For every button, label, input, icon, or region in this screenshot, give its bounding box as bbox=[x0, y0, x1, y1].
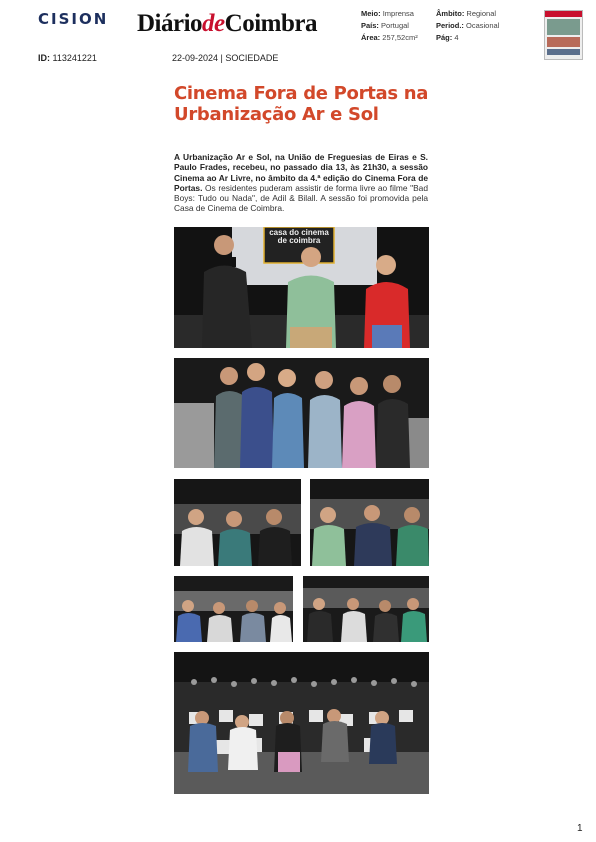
meta-right: Âmbito: Regional Period.: Ocasional Pág: 4 bbox=[436, 9, 500, 42]
article-title: Cinema Fora de Portas na Urbanização Ar e Sol bbox=[174, 83, 429, 125]
photo-audience-2 bbox=[310, 479, 429, 566]
photo-audience-3 bbox=[174, 576, 293, 642]
cision-logo: CISION bbox=[38, 10, 109, 28]
photo-presenters bbox=[174, 227, 429, 348]
lead-bold: A Urbanização Ar e Sol, na União de Freguesias de Eiras e S. Paulo Frades, recebeu, no passado dia 13, às 21h30, a sessão Cinema ao Ar Livre, no âmbito da 4.ª edição do Cinema Fora de Portas. bbox=[174, 152, 428, 193]
meta-left: Meio: Imprensa País: Portugal Área: 257,52cm² bbox=[361, 9, 418, 42]
screen-logo-text: casa do cinema de coimbra bbox=[269, 228, 329, 245]
photo-crowd bbox=[174, 652, 429, 794]
masthead-logo: DiáriodeCoimbra bbox=[137, 10, 317, 37]
article-lead bbox=[174, 152, 428, 214]
lead-regular: Os residentes puderam assistir de forma livre ao filme "Bad Boys: Tudo ou Nada", de Adil & Bilall. A sessão foi promovida pela Casa de Cinema de Coimbra. bbox=[174, 182, 428, 214]
page-number: 1 bbox=[577, 823, 583, 834]
date-section: 22-09-2024 | SOCIEDADE bbox=[172, 53, 279, 63]
page-thumbnail[interactable] bbox=[544, 10, 583, 60]
photo-audience-4 bbox=[303, 576, 429, 642]
article-id: ID: 113241221 bbox=[38, 53, 97, 63]
photo-group bbox=[174, 358, 429, 468]
photo-audience-1 bbox=[174, 479, 301, 566]
